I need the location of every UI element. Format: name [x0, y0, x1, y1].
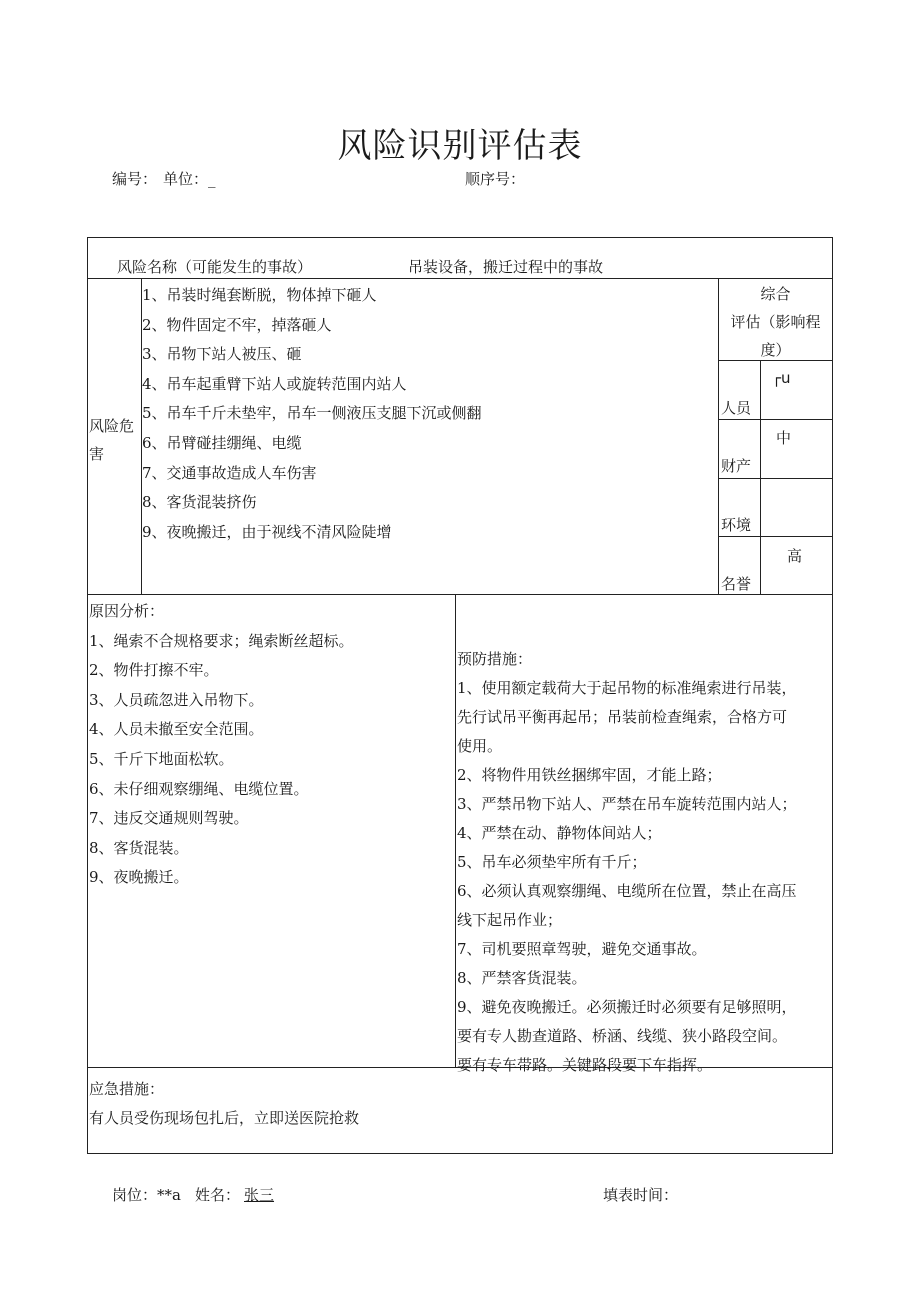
table-border-right — [832, 237, 833, 1154]
date-label: 填表时间： — [603, 1186, 679, 1204]
assessment-label-property: 财产 — [721, 457, 752, 475]
table-border-left — [87, 237, 88, 1154]
list-item: 8、客货混装。 — [89, 838, 189, 857]
list-item: 7、交通事故造成人车伤害 — [142, 463, 317, 482]
assessment-label-reputation: 名誉 — [721, 575, 752, 593]
list-item: 1、绳索不合规格要求；绳索断丝超标。 — [89, 631, 354, 650]
assessment-value-property: 中 — [776, 429, 792, 447]
assessment-line-3 — [718, 478, 833, 479]
list-item: 8、严禁客货混装。 — [457, 969, 587, 987]
row-divider-risk-name — [87, 278, 833, 279]
cause-prevention-divider — [455, 594, 456, 1067]
list-item: 7、司机要照章驾驶，避免交通事故。 — [457, 940, 707, 958]
list-item: 6、必须认真观察绷绳、电缆所在位置，禁止在高压 — [457, 882, 797, 900]
assessment-label-environment: 环境 — [721, 516, 752, 534]
assessment-header-line2: 评估（影响程 — [730, 313, 821, 331]
assessment-label-personnel: 人员 — [721, 399, 752, 417]
number-label: 编号： — [112, 170, 158, 188]
sequence-label: 顺序号： — [465, 170, 526, 188]
list-item: 1、吊装时绳套断脱，物体掉下砸人 — [142, 286, 377, 304]
assessment-line-2 — [718, 419, 833, 420]
list-item: 5、吊车必须垫牢所有千斤； — [457, 853, 647, 871]
assessment-value-personnel: ┌u — [772, 369, 791, 387]
list-item: 9、夜晚搬迁，由于视线不清风险陡增 — [142, 522, 392, 541]
list-item: 9、避免夜晚搬迁。必须搬迁时必须要有足够照明， — [457, 998, 797, 1016]
list-item: 4、吊车起重臂下站人或旋转范围内站人 — [142, 374, 407, 393]
row-divider-hazards — [87, 594, 833, 595]
assessment-value-reputation: 高 — [787, 547, 803, 565]
list-item: 2、物件固定不牢，掉落砸人 — [142, 315, 332, 334]
table-border-top — [87, 237, 833, 238]
list-item: 1、使用额定载荷大于起吊物的标准绳索进行吊装， — [457, 679, 797, 697]
position-label: 岗位：**a — [112, 1186, 181, 1204]
list-item: 使用。 — [457, 737, 503, 755]
cause-analysis — [89, 597, 354, 893]
assessment-header-line1: 综合 — [760, 285, 791, 303]
list-item: 5、千斤下地面松软。 — [89, 749, 234, 768]
emergency-text: 有人员受伤现场包扎后，立即送医院抢救 — [89, 1109, 360, 1127]
assessment-line-1 — [718, 360, 833, 361]
list-item: 2、物件打擦不牢。 — [89, 661, 219, 680]
assessment-header-line3: 度） — [760, 341, 791, 359]
list-item: 7、违反交通规则驾驶。 — [89, 809, 249, 828]
list-item: 要有专车带路。关键路段要下车指挥。 — [457, 1056, 713, 1074]
list-item: 线下起吊作业； — [457, 911, 563, 929]
list-item: 6、吊臂碰挂绷绳、电缆 — [142, 433, 302, 452]
list-item: 3、严禁吊物下站人、严禁在吊车旋转范围内站人； — [457, 795, 797, 813]
assessment-line-4 — [718, 536, 833, 537]
risk-name-value: 吊装设备，搬迁过程中的事故 — [408, 258, 604, 276]
hazards-list — [142, 281, 482, 547]
prevention-measures — [457, 645, 831, 1080]
list-item: 3、人员疏忽进入吊物下。 — [89, 690, 264, 709]
list-item: 5、吊车千斤未垫牢，吊车一侧液压支腿下沉或侧翻 — [142, 404, 482, 423]
risk-name-label: 风险名称（可能发生的事故） — [117, 258, 313, 276]
list-item: 4、严禁在动、静物体间站人； — [457, 824, 662, 842]
table-border-bottom — [87, 1153, 833, 1154]
hazards-label: 风险危害 — [89, 417, 135, 463]
list-item: 2、将物件用铁丝捆绑牢固，才能上路； — [457, 766, 722, 784]
assessment-inner-divider — [760, 360, 761, 594]
unit-label: 单位：_ — [163, 170, 216, 188]
list-item: 3、吊物下站人被压、砸 — [142, 345, 302, 364]
page-title: 风险识别评估表 — [337, 126, 583, 166]
list-item: 要有专人勘查道路、桥涵、线缆、狭小路段空间。 — [457, 1027, 788, 1045]
emergency-label: 应急措施： — [89, 1080, 165, 1098]
list-item: 4、人员未撤至安全范围。 — [89, 720, 264, 739]
prevention-label: 预防措施： — [457, 650, 533, 668]
cause-analysis-label: 原因分析： — [89, 602, 165, 620]
name-value: 张三 — [244, 1186, 275, 1204]
list-item: 9、夜晚搬迁。 — [89, 868, 189, 887]
list-item: 先行试吊平衡再起吊；吊装前检查绳索，合格方可 — [457, 708, 788, 726]
list-item: 6、未仔细观察绷绳、电缆位置。 — [89, 779, 309, 798]
name-label: 姓名： — [195, 1186, 241, 1204]
list-item: 8、客货混装挤伤 — [142, 493, 257, 512]
